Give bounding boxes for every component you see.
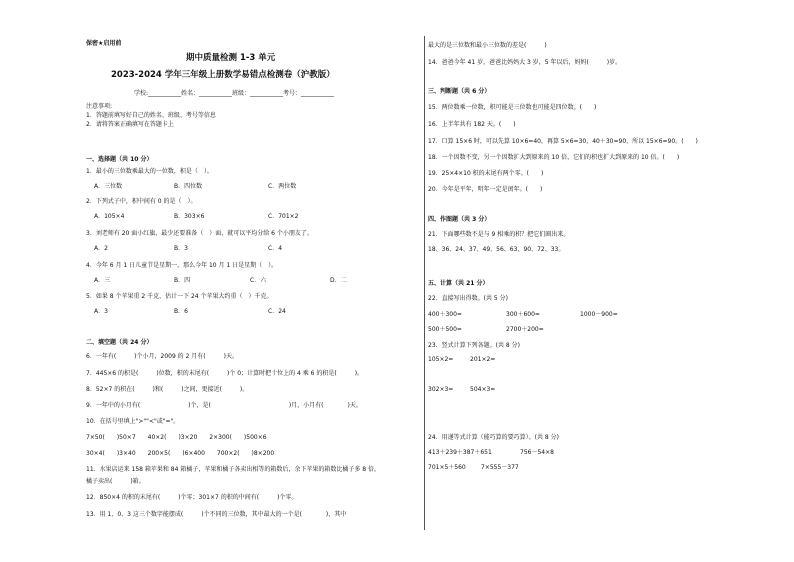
q4-option-b: B．四 (174, 277, 191, 284)
q4-option-d: D．二 (330, 277, 347, 284)
question-19: 19．25×4×10 积的末尾有两个零。( ) (428, 170, 544, 177)
question-11-cont: 橘子卖出( )箱。 (86, 478, 145, 485)
q1-option-a: A．三位数 (94, 183, 123, 190)
section-fill: 二、填空题（共 24 分） (86, 339, 153, 346)
question-3: 3．刘老师有 20 面小红旗，最少还要准备（ ）面，就可以平均分给 6 个小朋友了。 (86, 230, 313, 237)
section-judge: 三、判断题（共 6 分） (428, 88, 491, 95)
section-choice: 一、选择题（共 10 分） (86, 156, 153, 163)
calc-1a: 400＋300= (428, 311, 462, 318)
compare-row-1: 7×50( )50×7 40×2( )3×20 2×300( )500×6 (86, 434, 267, 441)
page-title: 期中质量检测 1-3 单元 (186, 53, 276, 63)
question-1: 1．最小的三位数乘最大的一位数，积是（ ）。 (86, 168, 213, 175)
section-calc: 五、计算（共 21 分） (428, 280, 489, 287)
question-20: 20．今年是平年，明年一定是闰年。( ) (428, 186, 543, 193)
q4-option-c: C．六 (250, 277, 267, 284)
q5-option-c: C．24 (268, 308, 286, 315)
question-12: 12．850×4 的积的末尾有( )个零；301×7 的积的中间有( )个零。 (86, 494, 298, 501)
vertical-2b: 504×3= (470, 386, 496, 393)
vertical-1b: 201×2= (470, 356, 496, 363)
question-10: 10．在括号里填上">""<"或"="。 (86, 418, 180, 425)
question-18: 18．一个因数不变，另一个因数扩大到原来的 10 倍，它们的积也扩大到原来的 10 倍。( ) (428, 154, 680, 161)
question-22: 22．直接写出得数。(共 5 分) (428, 295, 508, 302)
notice-title: 注意事项: (86, 103, 113, 110)
question-21-numbers: 18、36、24、37、49、56、63、90、72、33。 (428, 246, 565, 253)
q2-option-b: B．303×6 (174, 213, 205, 220)
question-21: 21．下面哪些数不是与 9 相乘的积？把它们圈出来。 (428, 231, 570, 238)
q1-option-c: C．两位数 (268, 183, 297, 190)
calc-2a: 500＋500= (428, 326, 462, 333)
question-14: 14．爸爸今年 41 岁，爸爸比妈妈大 3 岁，5 年以后，妈妈( )岁。 (428, 59, 622, 66)
question-16: 16．上半年共有 182 天。( ) (428, 121, 516, 128)
question-9: 9．一年中的小月有( )个，是( )月，小月有( )天。 (86, 402, 362, 409)
q5-option-b: B．6 (174, 308, 188, 315)
column-divider (424, 36, 425, 530)
question-7: 7．445×6 的积是( )位数，积的末尾有( )个 0；计算时把十位上的 4 乘 6 的积是( )。 (86, 370, 364, 377)
vertical-1a: 105×2= (428, 356, 454, 363)
expr-2a: 701×5＋560 (428, 464, 466, 471)
question-24: 24．用递等式计算（能巧算的要巧算）。(共 8 分) (428, 434, 559, 441)
calc-2b: 2700＋200= (506, 326, 544, 333)
q3-option-a: A．2 (94, 245, 108, 252)
section-draw: 四、作图题（共 3 分） (428, 216, 491, 223)
student-info-line: 学校:___________姓名：___________班级：___________考号：___________ (134, 90, 335, 97)
page-subtitle: 2023-2024 学年三年级上册数学易错点检测卷（沪教版） (111, 70, 335, 80)
q3-option-b: B．3 (174, 245, 188, 252)
secret-label: 保密★启用前 (86, 40, 122, 47)
q2-option-c: C．701×2 (268, 213, 299, 220)
notice-1: 1．答题前填写好自己的姓名、班级、考号等信息 (86, 112, 216, 119)
question-6: 6．一年有( )个小月，2009 的 2 月有( )天。 (86, 353, 238, 360)
q1-option-b: B．四位数 (174, 183, 203, 190)
q3-option-c: C．4 (268, 245, 283, 252)
question-8: 8．52×7 的积在( )和( )之间，更接近( )。 (86, 386, 249, 393)
compare-row-2: 30×4( )3×40 200×5( )6×400 700×2( )8×200 (86, 450, 275, 457)
question-4: 4．今年 6 月 1 日儿童节是星期一，那么今年 10 月 1 日是星期（ ）。 (86, 262, 278, 269)
vertical-2a: 302×3= (428, 386, 454, 393)
question-15: 15．两位数乘一位数，积可能是三位数也可能是四位数。( ) (428, 104, 597, 111)
calc-1b: 300＋600= (506, 311, 540, 318)
question-13-cont: 最大的是三位数和最小三位数的差是( ) (428, 42, 547, 49)
question-23: 23．竖式计算下列各题。(共 8 分) (428, 342, 520, 349)
expr-2b: 7×555－377 (481, 464, 519, 471)
question-11: 11．水果店运来 158 箱苹果和 84 箱橘子，苹果和橘子各卖出相等的箱数后，余下苹果的箱数比橘子多 8 倍， (86, 466, 380, 473)
question-17: 17．口算 15×6 时，可以先算 10×6=40，再算 5×6=30，40＋30=90，所以 15×6=90。( ) (428, 138, 698, 145)
notice-2: 2．请将答案正确填写在答题卡上 (86, 121, 174, 128)
q4-option-a: A．三 (94, 277, 111, 284)
q2-option-a: A．105×4 (94, 213, 125, 220)
expr-1a: 413＋239＋387＋651 (428, 449, 492, 456)
calc-1c: 1000－900= (580, 311, 618, 318)
expr-1b: 756－54×8 (520, 449, 554, 456)
question-5: 5．如果 8 个苹果重 2 千克，估计一下 24 个苹果大约重（ ）千克。 (86, 293, 273, 300)
q5-option-a: A．3 (94, 308, 108, 315)
question-13: 13．用 1、0、3 这三个数字能摆成( )个不同的三位数，其中最大的一个是( )，其中 (86, 511, 347, 518)
question-2: 2．下列式子中，积中间有 0 的是（ ）。 (86, 198, 197, 205)
